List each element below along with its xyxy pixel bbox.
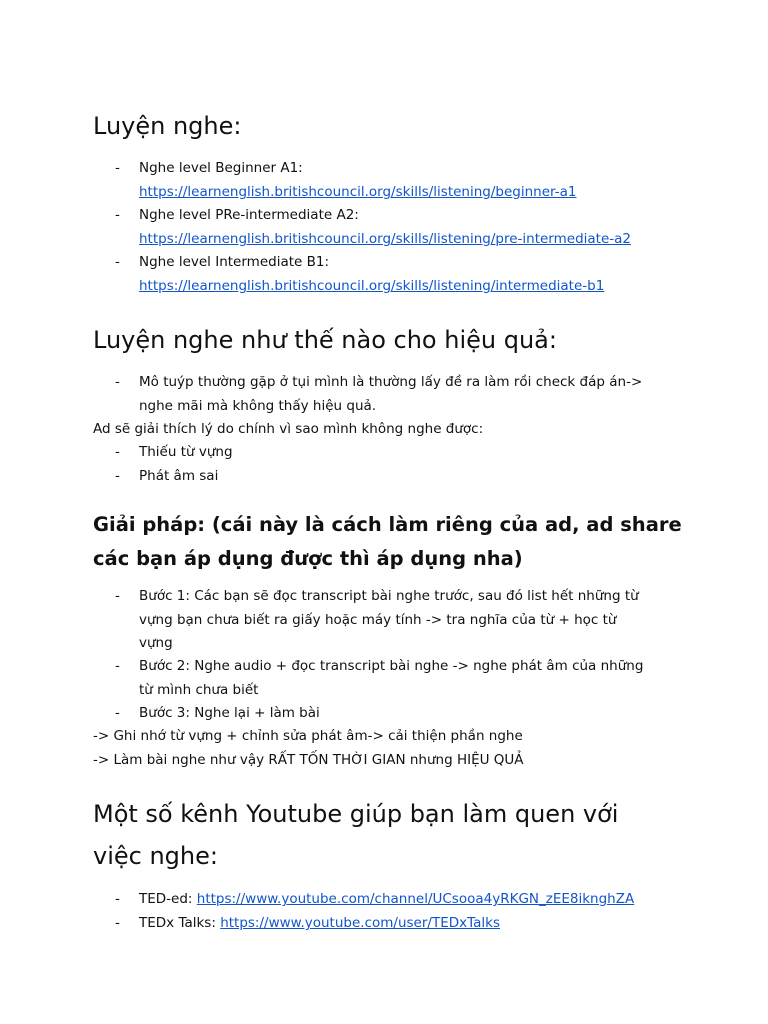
bullet-marker: - [115, 588, 120, 604]
result-line1: -> Ghi nhớ từ vựng + chỉnh sửa phát âm-> cải thiện phần nghe [93, 728, 523, 744]
step3: Bước 3: Nghe lại + làm bài [139, 705, 320, 721]
link-intermediate-b1[interactable]: https://learnenglish.britishcouncil.org/skills/listening/intermediate-b1 [139, 278, 605, 294]
bullet-marker: - [115, 705, 120, 721]
paragraph-intro: Ad sẽ giải thích lý do chính vì sao mình không nghe được: [93, 421, 484, 437]
bullet-marker: - [115, 374, 120, 390]
step1-line1: Bước 1: Các bạn sẽ đọc transcript bài nghe trước, sau đó list hết những từ [139, 588, 639, 604]
list-item-beginner-label: Nghe level Beginner A1: [139, 160, 303, 176]
list-item-tuyp-line2: nghe mãi mà không thấy hiệu quả. [139, 398, 377, 414]
bullet-marker: - [115, 891, 120, 907]
link-ted-ed[interactable]: https://www.youtube.com/channel/UCsooa4yRKGN_zEE8iknghZA [196, 891, 635, 907]
bullet-marker: - [115, 160, 120, 176]
link-tedx-talks[interactable]: https://www.youtube.com/user/TEDxTalks [220, 915, 500, 931]
step1-line2: vựng bạn chưa biết ra giấy hoặc máy tính -> tra nghĩa của từ + học từ [139, 612, 617, 628]
bullet-marker: - [115, 207, 120, 223]
list-item-pre-intermediate-label: Nghe level PRe-intermediate A2: [139, 207, 359, 223]
heading-giai-phap-line2: các bạn áp dụng được thì áp dụng nha) [93, 547, 523, 570]
bullet-marker: - [115, 468, 120, 484]
heading-luyen-nghe: Luyện nghe: [93, 112, 242, 140]
step1-line3: vựng [139, 635, 173, 651]
result-line2: -> Làm bài nghe như vậy RẤT TỐN THỜI GIAN nhưng HIỆU QUẢ [93, 752, 524, 768]
bullet-marker: - [115, 915, 120, 931]
bullet-marker: - [115, 658, 120, 674]
channel-label-tedx: TEDx Talks: [139, 915, 221, 931]
heading-giai-phap-line1: Giải pháp: (cái này là cách làm riêng của ad, ad share [93, 513, 682, 536]
list-item-tuyp-line1: Mô tuýp thường gặp ở tụi mình là thường lấy đề ra làm rồi check đáp án-> [139, 374, 643, 390]
list-item-intermediate-label: Nghe level Intermediate B1: [139, 254, 330, 270]
list-item-tedx [139, 912, 500, 936]
bullet-marker: - [115, 444, 120, 460]
link-beginner-a1[interactable]: https://learnenglish.britishcouncil.org/skills/listening/beginner-a1 [139, 184, 577, 200]
list-item-reason-vocab: Thiếu từ vựng [139, 444, 233, 460]
bullet-marker: - [115, 254, 120, 270]
step2-line1: Bước 2: Nghe audio + đọc transcript bài nghe -> nghe phát âm của những [139, 658, 644, 674]
list-item-ted-ed [139, 888, 634, 912]
channel-label-ted-ed: TED-ed: [139, 891, 197, 907]
heading-youtube-line1: Một số kênh Youtube giúp bạn làm quen với [93, 800, 619, 828]
list-item-reason-pronunciation: Phát âm sai [139, 468, 219, 484]
step2-line2: từ mình chưa biết [139, 682, 259, 698]
heading-hieu-qua: Luyện nghe như thế nào cho hiệu quả: [93, 326, 557, 354]
link-pre-intermediate-a2[interactable]: https://learnenglish.britishcouncil.org/skills/listening/pre-intermediate-a2 [139, 231, 632, 247]
heading-youtube-line2: việc nghe: [93, 842, 218, 870]
